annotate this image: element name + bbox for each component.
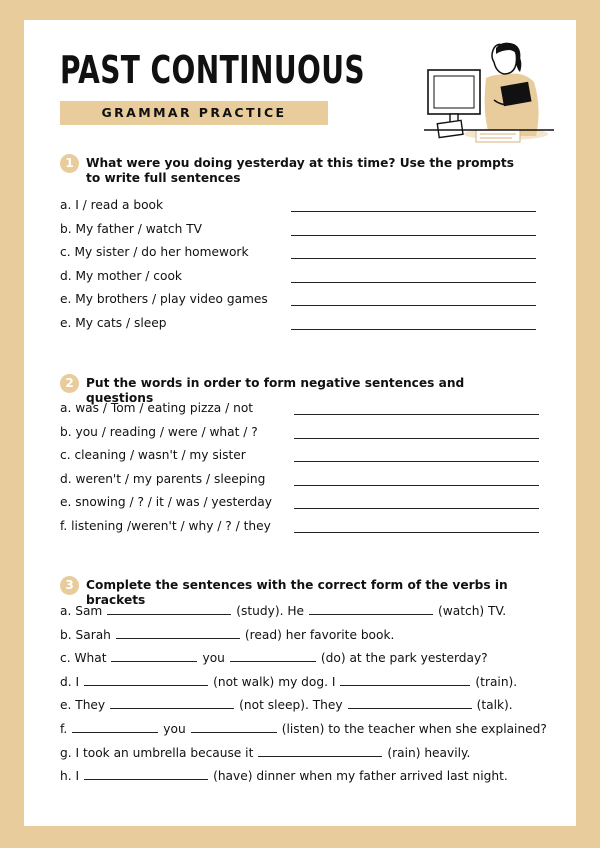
- section-1-header: [60, 156, 530, 186]
- answer-line[interactable]: [291, 211, 536, 212]
- answer-line[interactable]: [294, 414, 539, 415]
- section2-item: b. you / reading / were / what / ?: [60, 424, 258, 439]
- section3-item: [60, 649, 488, 665]
- section3-item-text: c. What: [60, 651, 107, 666]
- section3-item: [60, 720, 547, 736]
- fill-in-blank[interactable]: [111, 649, 197, 662]
- answer-line[interactable]: [294, 438, 539, 439]
- answer-line[interactable]: [294, 485, 539, 486]
- answer-line[interactable]: [291, 282, 536, 283]
- section2-item: a. was / Tom / eating pizza / not: [60, 401, 254, 415]
- fill-in-blank[interactable]: [72, 720, 158, 733]
- section1-item: e. My cats / sleep: [60, 316, 167, 330]
- worksheet-page: [24, 20, 576, 826]
- page-title: PAST CONTINUOUS: [60, 48, 366, 92]
- section3-item-text: (study). He: [236, 604, 305, 618]
- section3-item-text: (listen) to the teacher when she explained?: [281, 722, 547, 736]
- section3-item: [60, 767, 508, 783]
- section1-item: b. My father / watch TV: [60, 221, 203, 236]
- section3-item-text: e. They: [60, 698, 106, 713]
- section2-item: f. listening /weren't / why / ? / they: [60, 519, 271, 533]
- section3-item-text: (read) her favorite book.: [244, 627, 395, 642]
- section3-item: [60, 673, 517, 689]
- section2-item: d. weren't / my parents / sleeping: [60, 471, 266, 486]
- section3-item-text: g. I took an umbrella because it: [60, 745, 254, 760]
- section-3-number: 3: [60, 576, 79, 595]
- section3-item-text: (not walk) my dog. I: [213, 674, 336, 689]
- fill-in-blank[interactable]: [191, 720, 277, 733]
- section-1: [60, 156, 530, 186]
- section3-item-text: (rain) heavily.: [387, 745, 471, 760]
- section3-item-text: (train).: [475, 674, 518, 689]
- section1-item: d. My mother / cook: [60, 268, 182, 283]
- section3-item-text: b. Sarah: [60, 627, 111, 642]
- fill-in-blank[interactable]: [107, 602, 231, 615]
- answer-line[interactable]: [294, 532, 539, 533]
- section3-item: [60, 626, 394, 642]
- fill-in-blank[interactable]: [84, 767, 208, 780]
- section-2-number: 2: [60, 374, 79, 393]
- fill-in-blank[interactable]: [348, 696, 472, 709]
- answer-line[interactable]: [291, 235, 536, 236]
- section-2-instruction: Put the words in order to form negative sentences and questions: [86, 376, 465, 405]
- fill-in-blank[interactable]: [230, 649, 316, 662]
- subtitle: GRAMMAR PRACTICE: [101, 105, 287, 120]
- section3-item-text: a. Sam: [60, 604, 103, 618]
- fill-in-blank[interactable]: [340, 673, 470, 686]
- section1-item: a. I / read a book: [60, 198, 164, 212]
- section3-item-text: you: [163, 722, 186, 736]
- section2-item: c. cleaning / wasn't / my sister: [60, 448, 246, 463]
- fill-in-blank[interactable]: [309, 602, 433, 615]
- section-1-number: 1: [60, 154, 79, 173]
- answer-line[interactable]: [291, 305, 536, 306]
- answer-line[interactable]: [294, 461, 539, 462]
- section1-item: c. My sister / do her homework: [60, 245, 249, 260]
- section3-item: [60, 602, 506, 618]
- section3-item-text: (talk).: [476, 698, 513, 713]
- answer-line[interactable]: [294, 508, 539, 509]
- section3-item-text: h. I: [60, 769, 80, 784]
- section-1-instruction: What were you doing yesterday at this time? Use the prompts to write full sentences: [86, 156, 514, 185]
- section3-item-text: f.: [60, 722, 68, 736]
- section3-item: [60, 744, 470, 760]
- section3-item-text: (have) dinner when my father arrived last night.: [213, 769, 508, 784]
- fill-in-blank[interactable]: [110, 696, 234, 709]
- section3-item-text: (not sleep). They: [239, 698, 343, 713]
- fill-in-blank[interactable]: [258, 744, 382, 757]
- answer-line[interactable]: [291, 258, 536, 259]
- fill-in-blank[interactable]: [116, 626, 240, 639]
- person-reading-at-computer-illustration: [424, 38, 554, 148]
- answer-line[interactable]: [291, 329, 536, 330]
- section1-item: e. My brothers / play video games: [60, 292, 268, 307]
- section3-item-text: (watch) TV.: [438, 604, 507, 618]
- section3-item: [60, 696, 513, 712]
- section3-item-text: you: [202, 651, 225, 666]
- fill-in-blank[interactable]: [84, 673, 208, 686]
- section3-item-text: (do) at the park yesterday?: [320, 651, 488, 666]
- section-3-instruction: Complete the sentences with the correct form of the verbs in brackets: [86, 578, 508, 607]
- subtitle-banner: [60, 101, 328, 125]
- section3-item-text: d. I: [60, 674, 80, 689]
- section2-item: e. snowing / ? / it / was / yesterday: [60, 495, 272, 510]
